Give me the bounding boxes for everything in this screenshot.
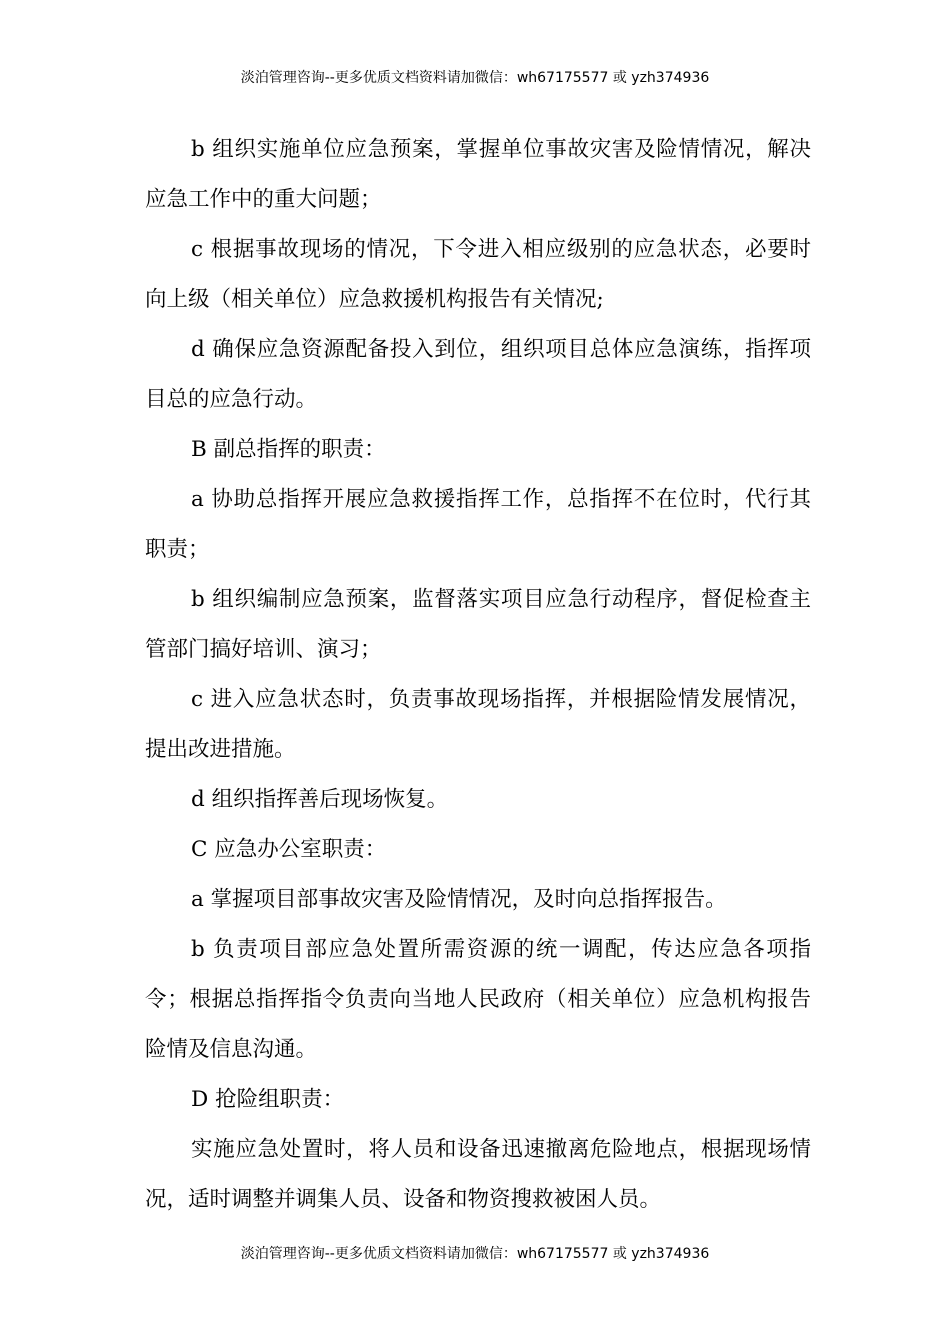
- paragraph-rescue-team-duty: 实施应急处置时，将人员和设备迅速撤离危险地点，根据现场情况，适时调整并调集人员、设备和物资搜救被困人员。: [145, 1137, 811, 1212]
- paragraph-b-deputy-duty: b 组织编制应急预案，监督落实项目应急行动程序，督促检查主管部门搞好培训、演习；: [145, 587, 811, 662]
- paragraph-b-office-duty: b 负责项目部应急处置所需资源的统一调配，传达应急各项指令；根据总指挥指令负责向当地人民政府（相关单位）应急机构报告险情及信息沟通。: [145, 937, 811, 1062]
- section-heading-emergency-office: C 应急办公室职责：: [191, 837, 387, 862]
- section-heading-rescue-team: D 抢险组职责：: [191, 1087, 345, 1112]
- section-heading-deputy-commander: B 副总指挥的职责：: [191, 437, 386, 462]
- paragraph-c-commander-duty: c 根据事故现场的情况，下令进入相应级别的应急状态，必要时向上级（相关单位）应急救援机构报告有关情况;: [145, 237, 811, 312]
- paragraph-d-commander-duty: d 确保应急资源配备投入到位，组织项目总体应急演练，指挥项目总的应急行动。: [145, 337, 811, 412]
- paragraph-a-office-duty: a 掌握项目部事故灾害及险情情况，及时向总指挥报告。: [191, 887, 727, 912]
- paragraph-b-commander-duty: b 组织实施单位应急预案，掌握单位事故灾害及险情情况，解决应急工作中的重大问题；: [145, 137, 811, 212]
- page-footer: 淡泊管理咨询--更多优质文档资料请加微信：wh67175577 或 yzh374936: [240, 1246, 710, 1262]
- paragraph-a-deputy-duty: a 协助总指挥开展应急救援指挥工作，总指挥不在位时，代行其职责；: [145, 487, 811, 562]
- paragraph-c-deputy-duty: c 进入应急状态时，负责事故现场指挥，并根据险情发展情况，提出改进措施。: [145, 687, 811, 762]
- document-body: [145, 125, 811, 1225]
- paragraph-d-deputy-duty: d 组织指挥善后现场恢复。: [191, 787, 449, 812]
- page-header: 淡泊管理咨询--更多优质文档资料请加微信：wh67175577 或 yzh374936: [240, 70, 710, 86]
